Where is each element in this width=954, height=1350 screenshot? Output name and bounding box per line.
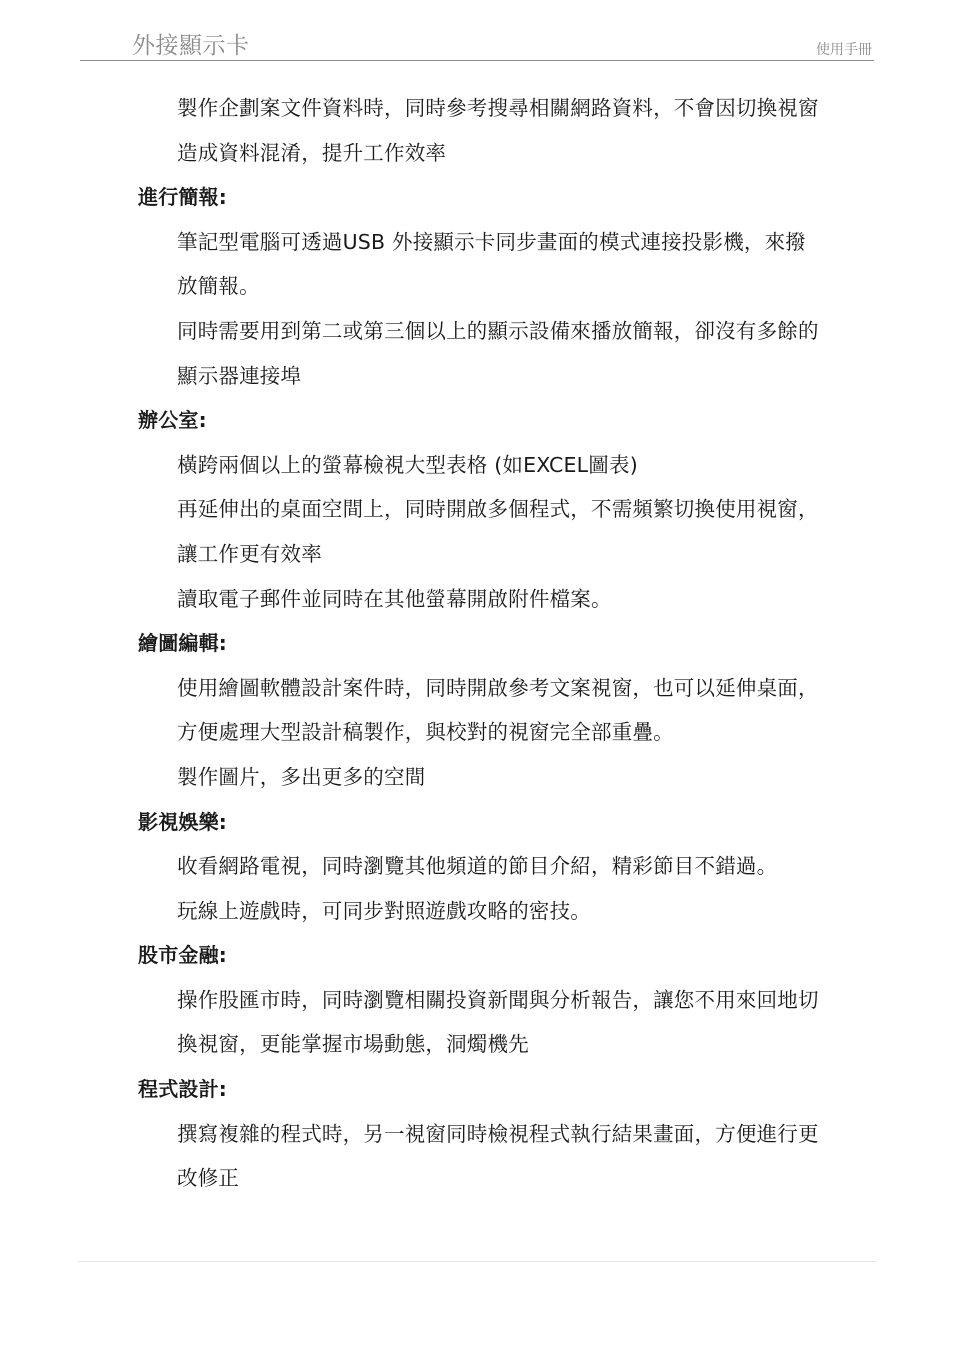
paragraph-line: 方便處理大型設計稿製作，與校對的視窗完全部重疊。 bbox=[177, 720, 674, 745]
paragraph-line: 收看網路電視，同時瀏覽其他頻道的節目介紹，精彩節目不錯過。 bbox=[177, 854, 778, 879]
header-title: 外接顯示卡 bbox=[132, 33, 250, 59]
footer-divider bbox=[78, 1261, 876, 1262]
paragraph-line: 讀取電子郵件並同時在其他螢幕開啟附件檔案。 bbox=[177, 586, 612, 611]
paragraph-line: 操作股匯市時，同時瀏覽相關投資新聞與分析報告，讓您不用來回地切 bbox=[177, 987, 819, 1012]
header-manual-label: 使用手冊 bbox=[816, 42, 872, 58]
paragraph-line: 製作圖片，多出更多的空間 bbox=[177, 764, 426, 789]
paragraph-line: 換視窗，更能掌握市場動態，洞燭機先 bbox=[177, 1032, 529, 1057]
section-heading-media: 影視娛樂: bbox=[138, 809, 227, 834]
paragraph-line: 玩線上遊戲時，可同步對照遊戲攻略的密技。 bbox=[177, 898, 591, 923]
paragraph-line: 再延伸出的桌面空間上，同時開啟多個程式，不需頻繁切換使用視窗， bbox=[177, 497, 819, 522]
paragraph-line: 造成資料混淆，提升工作效率 bbox=[177, 140, 447, 165]
paragraph-line: 撰寫複雜的程式時，另一視窗同時檢視程式執行結果畫面，方便進行更 bbox=[177, 1121, 819, 1146]
paragraph-line: 顯示器連接埠 bbox=[177, 363, 302, 388]
page-header bbox=[80, 30, 874, 61]
section-heading-stock: 股市金融: bbox=[138, 943, 227, 968]
section-heading-drawing: 繪圖編輯: bbox=[138, 631, 227, 656]
section-heading-office: 辦公室: bbox=[138, 408, 207, 433]
paragraph-line: 讓工作更有效率 bbox=[177, 541, 322, 566]
document-body bbox=[0, 86, 954, 1201]
section-heading-programming: 程式設計: bbox=[138, 1077, 227, 1102]
paragraph-line: 橫跨兩個以上的螢幕檢視大型表格 (如EXCEL圖表) bbox=[177, 452, 638, 477]
paragraph-line: 製作企劃案文件資料時，同時參考搜尋相關網路資料，不會因切換視窗 bbox=[177, 96, 819, 120]
paragraph-line: 使用繪圖軟體設計案件時，同時開啟參考文案視窗，也可以延伸桌面， bbox=[177, 675, 819, 700]
paragraph-line: 改修正 bbox=[177, 1166, 240, 1191]
paragraph-line: 放簡報。 bbox=[177, 274, 260, 299]
section-heading-briefing: 進行簡報: bbox=[138, 185, 227, 210]
paragraph-line: 同時需要用到第二或第三個以上的顯示設備來播放簡報，卻沒有多餘的 bbox=[177, 318, 819, 343]
paragraph-line: 筆記型電腦可透過USB 外接顯示卡同步畫面的模式連接投影機，來撥 bbox=[177, 229, 806, 254]
